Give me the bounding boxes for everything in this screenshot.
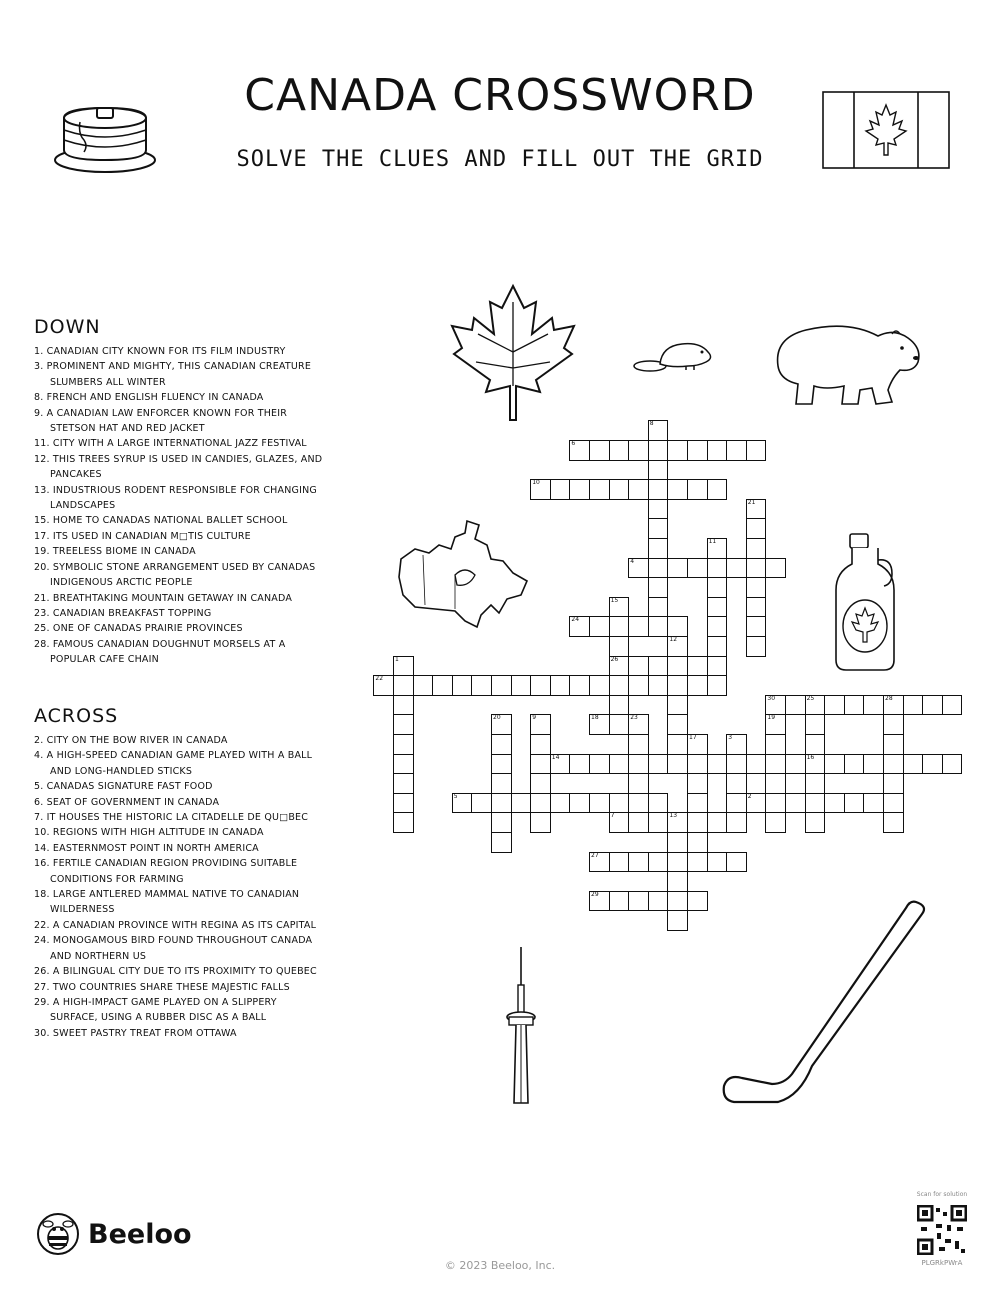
grid-cell[interactable] [687, 656, 708, 677]
grid-cell[interactable] [687, 832, 708, 853]
grid-cell[interactable] [628, 891, 649, 912]
grid-cell[interactable] [707, 558, 728, 579]
grid-cell[interactable] [883, 695, 904, 716]
grid-cell[interactable] [530, 754, 551, 775]
grid-cell[interactable] [530, 812, 551, 833]
across-clue: 2. CITY ON THE BOW RIVER IN CANADA [34, 735, 228, 746]
grid-cell[interactable] [687, 734, 708, 755]
grid-cell[interactable] [824, 754, 845, 775]
clue-number: 6 [571, 440, 576, 447]
clue-number: 30 [767, 694, 776, 702]
grid-cell[interactable] [648, 460, 669, 481]
down-clue: 25. ONE OF CANADAS PRAIRIE PROVINCES [34, 623, 243, 635]
grid-cell[interactable] [746, 636, 767, 657]
grid-cell[interactable] [844, 793, 865, 814]
grid-cell[interactable] [805, 793, 826, 814]
grid-cell[interactable] [667, 891, 688, 912]
grid-cell[interactable] [805, 754, 826, 775]
grid-cell[interactable] [746, 499, 767, 520]
grid-cell[interactable] [530, 675, 551, 696]
grid-cell[interactable] [707, 656, 728, 677]
grid-cell[interactable] [667, 734, 688, 755]
clue-number: 5 [453, 792, 458, 800]
grid-cell[interactable] [373, 675, 394, 696]
grid-cell[interactable] [628, 440, 649, 461]
clue-number: 24 [571, 616, 580, 624]
clue-number: 1 [395, 655, 399, 663]
grid-cell[interactable] [746, 577, 767, 598]
clue-number: 15 [610, 596, 619, 604]
grid-cell[interactable] [491, 812, 512, 833]
grid-cell[interactable] [726, 754, 747, 775]
grid-cell[interactable] [628, 558, 649, 579]
grid-cell[interactable] [648, 577, 669, 598]
grid-cell[interactable] [393, 754, 414, 775]
across-clue: 24. MONOGAMOUS BIRD FOUND THROUGHOUT CANADA AND NORTHERN US [34, 935, 313, 962]
grid-cell[interactable] [609, 695, 630, 716]
grid-cell[interactable] [883, 773, 904, 794]
clue-number: 2 [747, 792, 752, 800]
grid-cell[interactable] [609, 616, 630, 637]
grid-cell[interactable] [393, 695, 414, 716]
grid-cell[interactable] [589, 852, 610, 873]
grid-cell[interactable] [805, 695, 826, 716]
grid-cell[interactable] [628, 852, 649, 873]
grid-cell[interactable] [883, 793, 904, 814]
grid-cell[interactable] [589, 891, 610, 912]
grid-cell[interactable] [648, 793, 669, 814]
grid-cell[interactable] [707, 440, 728, 461]
grid-cell[interactable] [648, 852, 669, 873]
grid-cell[interactable] [765, 812, 786, 833]
page-title: CANADA CROSSWORD [244, 70, 756, 121]
clue-number: 9 [532, 714, 537, 722]
grid-cell[interactable] [648, 675, 669, 696]
down-clue: 9. A CANADIAN LAW ENFORCER KNOWN FOR THEIR STETSON HAT AND RED JACKET [34, 407, 288, 435]
grid-cell[interactable] [609, 636, 630, 657]
grid-cell[interactable] [609, 597, 630, 618]
clue-number: 17 [689, 734, 697, 741]
clue-number: 13 [669, 812, 678, 820]
beeloo-logo [36, 1212, 192, 1256]
grid-cell[interactable] [687, 675, 708, 696]
grid-cell[interactable] [530, 734, 551, 755]
clue-number: 22 [375, 675, 384, 683]
clue-number: 4 [630, 557, 635, 565]
clue-number: 14 [551, 753, 560, 761]
grid-cell[interactable] [628, 675, 649, 696]
grid-cell[interactable] [471, 675, 492, 696]
grid-cell[interactable] [667, 695, 688, 716]
grid-cell[interactable] [491, 773, 512, 794]
down-clue: 11. CITY WITH A LARGE INTERNATIONAL JAZZ FESTIVAL [34, 438, 307, 450]
qr-code-icon[interactable] [917, 1205, 967, 1255]
grid-cell[interactable] [785, 695, 806, 716]
across-clue: 29. A HIGH-IMPACT GAME PLAYED ON A SLIPPERY SURFACE, USING A RUBBER DISC AS A BALL [34, 996, 277, 1024]
grid-cell[interactable] [667, 852, 688, 873]
grid-cell[interactable] [726, 440, 747, 461]
grid-cell[interactable] [648, 597, 669, 618]
grid-cell[interactable] [746, 518, 767, 539]
grid-cell[interactable] [726, 734, 747, 755]
across-clue: 26. A BILINGUAL CITY DUE TO ITS PROXIMITY TO QUEBEC [34, 966, 317, 978]
grid-cell[interactable] [805, 812, 826, 833]
down-clue: 1. CANADIAN CITY KNOWN FOR ITS FILM INDUSTRY [34, 346, 286, 357]
grid-cell[interactable] [589, 675, 610, 696]
grid-cell[interactable] [413, 675, 434, 696]
grid-cell[interactable] [569, 754, 590, 775]
copyright-text: © 2023 Beeloo, Inc. [444, 1259, 556, 1272]
across-clue: 7. IT HOUSES THE HISTORIC LA CITADELLE DE QU□BEC [34, 812, 309, 824]
grid-cell[interactable] [922, 754, 943, 775]
grid-cell[interactable] [648, 754, 669, 775]
grid-cell[interactable] [550, 479, 571, 500]
grid-cell[interactable] [609, 479, 630, 500]
grid-cell[interactable] [922, 695, 943, 716]
grid-cell[interactable] [883, 714, 904, 735]
grid-cell[interactable] [707, 636, 728, 657]
grid-cell[interactable] [785, 754, 806, 775]
grid-cell[interactable] [569, 675, 590, 696]
grid-cell[interactable] [628, 754, 649, 775]
grid-cell[interactable] [805, 714, 826, 735]
grid-cell[interactable] [667, 714, 688, 735]
grid-cell[interactable] [530, 773, 551, 794]
grid-cell[interactable] [707, 852, 728, 873]
clue-number: 11 [708, 538, 717, 545]
across-heading: ACROSS [34, 705, 119, 727]
grid-cell[interactable] [393, 675, 414, 696]
grid-cell[interactable] [746, 558, 767, 579]
grid-cell[interactable] [569, 616, 590, 637]
grid-cell[interactable] [805, 773, 826, 794]
clue-number: 27 [591, 851, 599, 859]
grid-cell[interactable] [824, 695, 845, 716]
grid-cell[interactable] [530, 793, 551, 814]
grid-cell[interactable] [589, 793, 610, 814]
down-clue: 28. FAMOUS CANADIAN DOUGHNUT MORSELS AT A POPULAR CAFE CHAIN [34, 638, 286, 666]
grid-cell[interactable] [511, 675, 532, 696]
grid-cell[interactable] [707, 754, 728, 775]
grid-cell[interactable] [746, 754, 767, 775]
grid-cell[interactable] [609, 852, 630, 873]
down-clue: 20. SYMBOLIC STONE ARRANGEMENT USED BY CANADAS INDIGENOUS ARCTIC PEOPLE [34, 561, 316, 589]
grid-cell[interactable] [491, 734, 512, 755]
down-clue: 15. HOME TO CANADAS NATIONAL BALLET SCHOOL [34, 515, 288, 527]
grid-cell[interactable] [883, 754, 904, 775]
grid-cell[interactable] [863, 695, 884, 716]
grid-cell[interactable] [726, 812, 747, 833]
grid-cell[interactable] [687, 479, 708, 500]
grid-cell[interactable] [609, 754, 630, 775]
grid-cell[interactable] [805, 734, 826, 755]
grid-cell[interactable] [432, 675, 453, 696]
grid-cell[interactable] [765, 754, 786, 775]
grid-cell[interactable] [746, 440, 767, 461]
grid-cell[interactable] [393, 734, 414, 755]
grid-cell[interactable] [863, 754, 884, 775]
grid-cell[interactable] [609, 793, 630, 814]
grid-cell[interactable] [491, 714, 512, 735]
grid-cell[interactable] [393, 812, 414, 833]
across-clue: 6. SEAT OF GOVERNMENT IN CANADA [34, 796, 220, 808]
grid-cell[interactable] [687, 558, 708, 579]
grid-cell[interactable] [648, 518, 669, 539]
grid-cell[interactable] [687, 812, 708, 833]
grid-cell[interactable] [550, 793, 571, 814]
grid-cell[interactable] [530, 479, 551, 500]
grid-cell[interactable] [648, 499, 669, 520]
clue-number: 8 [649, 420, 654, 428]
grid-cell[interactable] [569, 440, 590, 461]
grid-cell[interactable] [765, 558, 786, 579]
grid-cell[interactable] [707, 675, 728, 696]
grid-cell[interactable] [471, 793, 492, 814]
clue-number: 3 [728, 734, 733, 741]
clue-number: 19 [767, 714, 776, 722]
grid-cell[interactable] [667, 558, 688, 579]
grid-cell[interactable] [844, 695, 865, 716]
grid-cell[interactable] [609, 440, 630, 461]
grid-cell[interactable] [707, 597, 728, 618]
grid-cell[interactable] [942, 754, 963, 775]
grid-cell[interactable] [903, 754, 924, 775]
clue-number: 7 [610, 812, 615, 820]
grid-cell[interactable] [648, 656, 669, 677]
grid-cell[interactable] [628, 793, 649, 814]
grid-cell[interactable] [609, 812, 630, 833]
clue-number: 18 [591, 714, 599, 722]
qr-label: Scan for solution [916, 1191, 968, 1198]
grid-cell[interactable] [511, 793, 532, 814]
grid-cell[interactable] [393, 773, 414, 794]
clue-number: 25 [806, 694, 815, 702]
clue-number: 26 [610, 655, 619, 663]
grid-cell[interactable] [667, 479, 688, 500]
grid-cell[interactable] [589, 479, 610, 500]
grid-cell[interactable] [393, 793, 414, 814]
grid-cell[interactable] [491, 793, 512, 814]
grid-cell[interactable] [667, 910, 688, 931]
grid-cell[interactable] [844, 754, 865, 775]
clue-number: 21 [747, 498, 756, 506]
grid-cell[interactable] [707, 812, 728, 833]
across-clue: 22. A CANADIAN PROVINCE WITH REGINA AS ITS CAPITAL [34, 919, 317, 931]
grid-cell[interactable] [530, 714, 551, 735]
grid-cell[interactable] [648, 616, 669, 637]
grid-cell[interactable] [569, 479, 590, 500]
grid-cell[interactable] [765, 714, 786, 735]
grid-cell[interactable] [667, 616, 688, 637]
grid-cell[interactable] [452, 675, 473, 696]
grid-cell[interactable] [942, 695, 963, 716]
grid-cell[interactable] [648, 538, 669, 559]
grid-cell[interactable] [667, 656, 688, 677]
clue-number: 20 [493, 714, 501, 722]
grid-cell[interactable] [589, 754, 610, 775]
grid-cell[interactable] [589, 714, 610, 735]
grid-cell[interactable] [667, 440, 688, 461]
grid-cell[interactable] [667, 754, 688, 775]
grid-cell[interactable] [628, 734, 649, 755]
grid-cell[interactable] [863, 793, 884, 814]
grid-cell[interactable] [726, 773, 747, 794]
down-clue: 3. PROMINENT AND MIGHTY, THIS CANADIAN CREATURE SLUMBERS ALL WINTER [34, 361, 312, 388]
down-clue: 8. FRENCH AND ENGLISH FLUENCY IN CANADA [34, 392, 264, 404]
across-clue: 5. CANADAS SIGNATURE FAST FOOD [34, 781, 213, 793]
across-clue: 30. SWEET PASTRY TREAT FROM OTTAWA [34, 1027, 237, 1039]
grid-cell[interactable] [628, 656, 649, 677]
down-clue: 17. ITS USED IN CANADIAN M□TIS CULTURE [34, 530, 251, 542]
grid-cell[interactable] [746, 538, 767, 559]
down-clue: 12. THIS TREES SYRUP IS USED IN CANDIES, GLAZES, AND PANCAKES [34, 453, 323, 481]
grid-cell[interactable] [687, 440, 708, 461]
down-heading: DOWN [34, 316, 101, 338]
grid-cell[interactable] [648, 440, 669, 461]
grid-cell[interactable] [628, 616, 649, 637]
grid-cell[interactable] [491, 675, 512, 696]
grid-cell[interactable] [609, 891, 630, 912]
across-clue: 14. EASTERNMOST POINT IN NORTH AMERICA [34, 842, 259, 854]
grid-cell[interactable] [550, 754, 571, 775]
grid-cell[interactable] [687, 891, 708, 912]
grid-cell[interactable] [667, 675, 688, 696]
across-clue: 18. LARGE ANTLERED MAMMAL NATIVE TO CANADIAN WILDERNESS [34, 889, 300, 916]
across-clue: 4. A HIGH-SPEED CANADIAN GAME PLAYED WITH A BALL AND LONG-HANDLED STICKS [34, 750, 313, 777]
grid-cell[interactable] [707, 577, 728, 598]
down-clue: 23. CANADIAN BREAKFAST TOPPING [34, 607, 212, 619]
clue-number: 29 [591, 890, 599, 898]
page-subtitle: SOLVE THE CLUES AND FILL OUT THE GRID [236, 147, 764, 172]
grid-cell[interactable] [726, 558, 747, 579]
grid-cell[interactable] [765, 793, 786, 814]
grid-cell[interactable] [687, 754, 708, 775]
grid-cell[interactable] [746, 597, 767, 618]
grid-cell[interactable] [648, 891, 669, 912]
grid-cell[interactable] [393, 714, 414, 735]
grid-cell[interactable] [903, 695, 924, 716]
grid-cell[interactable] [648, 558, 669, 579]
grid-cell[interactable] [707, 616, 728, 637]
down-clue: 13. INDUSTRIOUS RODENT RESPONSIBLE FOR CHANGING LANDSCAPES [34, 484, 317, 512]
grid-cell[interactable] [628, 773, 649, 794]
grid-cell[interactable] [883, 734, 904, 755]
grid-cell[interactable] [687, 852, 708, 873]
clue-number: 28 [885, 694, 893, 702]
grid-cell[interactable] [589, 440, 610, 461]
grid-cell[interactable] [628, 714, 649, 735]
grid-cell[interactable] [687, 793, 708, 814]
grid-cell[interactable] [746, 793, 767, 814]
grid-cell[interactable] [667, 636, 688, 657]
grid-cell[interactable] [765, 773, 786, 794]
grid-cell[interactable] [667, 812, 688, 833]
grid-cell[interactable] [491, 832, 512, 853]
grid-cell[interactable] [648, 812, 669, 833]
grid-cell[interactable] [667, 871, 688, 892]
grid-cell[interactable] [628, 479, 649, 500]
grid-cell[interactable] [883, 812, 904, 833]
grid-cell[interactable] [609, 714, 630, 735]
grid-cell[interactable] [707, 479, 728, 500]
clue-number: 12 [669, 636, 678, 643]
across-clue: 27. TWO COUNTRIES SHARE THESE MAJESTIC FALLS [34, 981, 290, 993]
grid-cell[interactable] [452, 793, 473, 814]
grid-cell[interactable] [726, 793, 747, 814]
grid-cell[interactable] [550, 675, 571, 696]
grid-cell[interactable] [589, 616, 610, 637]
down-clue: 19. TREELESS BIOME IN CANADA [34, 546, 196, 558]
clue-number: 10 [532, 479, 540, 487]
qr-id: PLGRkPWrA [921, 1259, 963, 1267]
grid-cell[interactable] [393, 656, 414, 677]
clue-number: 16 [806, 753, 815, 761]
grid-cell[interactable] [648, 479, 669, 500]
grid-cell[interactable] [628, 812, 649, 833]
grid-cell[interactable] [765, 695, 786, 716]
grid-cell[interactable] [667, 832, 688, 853]
grid-cell[interactable] [785, 793, 806, 814]
across-clue: 10. REGIONS WITH HIGH ALTITUDE IN CANADA [34, 827, 264, 839]
grid-cell[interactable] [707, 538, 728, 559]
grid-cell[interactable] [824, 793, 845, 814]
brand-name: Beeloo [88, 1218, 192, 1250]
grid-cell[interactable] [746, 616, 767, 637]
across-clue: 16. FERTILE CANADIAN REGION PROVIDING SUITABLE CONDITIONS FOR FARMING [34, 858, 298, 885]
grid-cell[interactable] [609, 656, 630, 677]
grid-cell[interactable] [648, 420, 669, 441]
grid-cell[interactable] [726, 852, 747, 873]
grid-cell[interactable] [491, 754, 512, 775]
grid-cell[interactable] [569, 793, 590, 814]
grid-cell[interactable] [765, 734, 786, 755]
grid-cell[interactable] [687, 773, 708, 794]
clue-number: 23 [630, 714, 638, 722]
down-clue: 21. BREATHTAKING MOUNTAIN GETAWAY IN CANADA [34, 592, 293, 604]
bee-logo-icon [36, 1212, 80, 1256]
grid-cell[interactable] [609, 675, 630, 696]
